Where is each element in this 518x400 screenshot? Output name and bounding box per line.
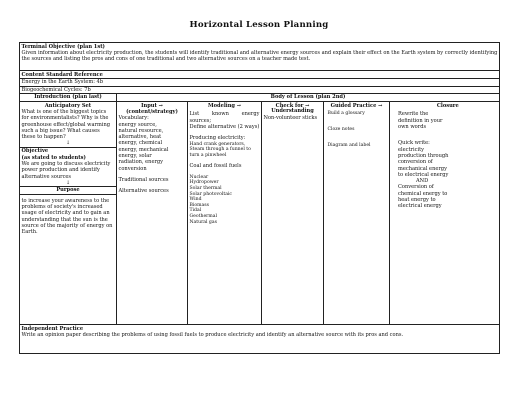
closure-quickwrite-line: conversion of xyxy=(398,159,433,166)
vocab-line: energy, mechanical xyxy=(118,146,169,153)
energy-source-item: Solar thermal xyxy=(189,185,222,191)
input-subheading: (content/strategy) xyxy=(126,108,178,115)
energy-source-item: Geothermal xyxy=(189,213,217,219)
down-arrow-icon: ↓ xyxy=(65,179,71,186)
energy-source-item: Hydropower xyxy=(189,180,219,186)
anticipatory-set-heading: Anticipatory Set xyxy=(44,102,92,109)
energy-source-item: Natural gas xyxy=(189,219,217,225)
vocab-line: energy, chemical xyxy=(118,140,163,147)
objective-subheading: (as stated to students) xyxy=(21,154,86,161)
coal-fossil-fuels: Coal and fossil fuels xyxy=(189,163,242,170)
closure-conversion-line: chemical energy to xyxy=(398,190,448,197)
check-heading: Check for → xyxy=(275,102,310,109)
independent-practice-row xyxy=(20,325,500,354)
energy-source-item: Wind xyxy=(189,197,202,203)
closure-conversion-line: electrical energy xyxy=(398,203,442,210)
modeling-define-text: Define alternative (2 ways) xyxy=(189,124,260,131)
content-standard-line-1: Energy in the Earth System: 4b xyxy=(20,79,499,86)
content-standard-line-2: Biogeochemical Cycles: 7b xyxy=(21,86,91,93)
guided-item: Diagram and label xyxy=(327,142,371,148)
producing-electricity: Producing electricity: xyxy=(189,135,246,142)
guided-item: Build a glossary xyxy=(327,111,365,117)
closure-quickwrite-line: to electrical energy xyxy=(398,171,449,178)
check-subheading: Understanding xyxy=(271,108,314,115)
down-arrow-icon: ↓ xyxy=(65,140,71,147)
closure-quickwrite-line: mechanical energy xyxy=(398,165,447,172)
modeling-heading: Modeling → xyxy=(207,102,241,109)
energy-source-item: Nuclear xyxy=(189,174,209,180)
guided-item: Cloze notes xyxy=(327,127,355,133)
vocab-line: conversion xyxy=(118,165,147,172)
purpose-text: to increase your awareness to the problems of society's increased usage of electricity and to gain an understanding that the sun is the source of the majority of energy on Earth. xyxy=(21,197,113,236)
content-standard-heading: Content Standard Reference xyxy=(20,71,499,79)
vocab-line: Vocabulary: xyxy=(118,115,149,122)
closure-rewrite-line: definition in your xyxy=(398,117,443,124)
vocab-line: radiation, energy xyxy=(118,159,164,166)
introduction-header: Introduction (plan last) xyxy=(20,93,117,101)
energy-source-item: Tidal xyxy=(189,208,202,214)
traditional-sources: Traditional sources xyxy=(118,176,169,183)
check-text: Non-volunteer sticks xyxy=(263,114,318,121)
anticipatory-set-text: What is one of the biggest topics for environmentalists? Why is the greenhouse effect/global warming such a big issue? What causes these to happen? xyxy=(21,108,110,141)
closure-and: AND xyxy=(416,178,429,185)
closure-quickwrite-line: production through xyxy=(398,152,449,159)
modeling-list-text: List known energy sources; xyxy=(189,111,260,124)
content-standard-row xyxy=(20,71,500,94)
main-body-row xyxy=(20,102,500,325)
closure-rewrite-line: own words xyxy=(398,124,427,131)
vocab-line: alternative, heat xyxy=(118,134,162,141)
section-header-row xyxy=(20,93,500,101)
terminal-objective-heading: Terminal Objective (plan 1st) xyxy=(21,43,105,50)
closure-heading: Closure xyxy=(436,102,459,109)
objective-text: We are going to discuss electricity power production and identify alternative sources xyxy=(21,161,111,180)
vocab-line: energy source, xyxy=(118,121,157,128)
purpose-heading: Purpose xyxy=(20,186,116,194)
energy-source-item: Solar photovoltaic xyxy=(189,191,233,197)
closure-quickwrite-line: Quick write: xyxy=(398,140,430,147)
vocab-line: energy, solar xyxy=(118,153,152,160)
independent-practice-text: Write an opinion paper describing the problems of using fossil fuels to produce electricity and identify an alternative source with its pros and cons. xyxy=(21,331,404,338)
page-title: Horizontal Lesson Planning xyxy=(189,20,329,30)
closure-conversion-line: heat energy to xyxy=(398,197,436,204)
vocab-line: natural resource, xyxy=(118,127,164,134)
terminal-objective-row xyxy=(20,43,500,71)
closure-conversion-line: Conversion of xyxy=(398,184,434,191)
alternative-sources: Alternative sources xyxy=(118,188,169,195)
closure-rewrite-line: Rewrite the xyxy=(398,111,429,118)
independent-practice-heading: Independent Practice xyxy=(21,325,84,332)
objective-heading: Objective xyxy=(21,148,49,155)
closure-quickwrite-line: electricity xyxy=(398,146,425,153)
guided-heading: Guided Practice → xyxy=(330,102,383,109)
input-heading: Input → xyxy=(141,102,163,109)
lesson-plan-table xyxy=(19,42,500,354)
body-header: Body of Lesson (plan 2nd) xyxy=(117,93,500,101)
energy-source-item: Biomass xyxy=(189,202,209,208)
terminal-objective-text: Given information about electricity production, the students will identify traditional and alternative energy sources and explain their effect on the Earth system by correctly identifying the sources and listing the pros and cons of one traditional and two alternative sources on a teacher made test. xyxy=(21,49,498,63)
producing-detail: Hand crank generators, Steam through a funnel to turn a pinwheel xyxy=(189,141,251,158)
